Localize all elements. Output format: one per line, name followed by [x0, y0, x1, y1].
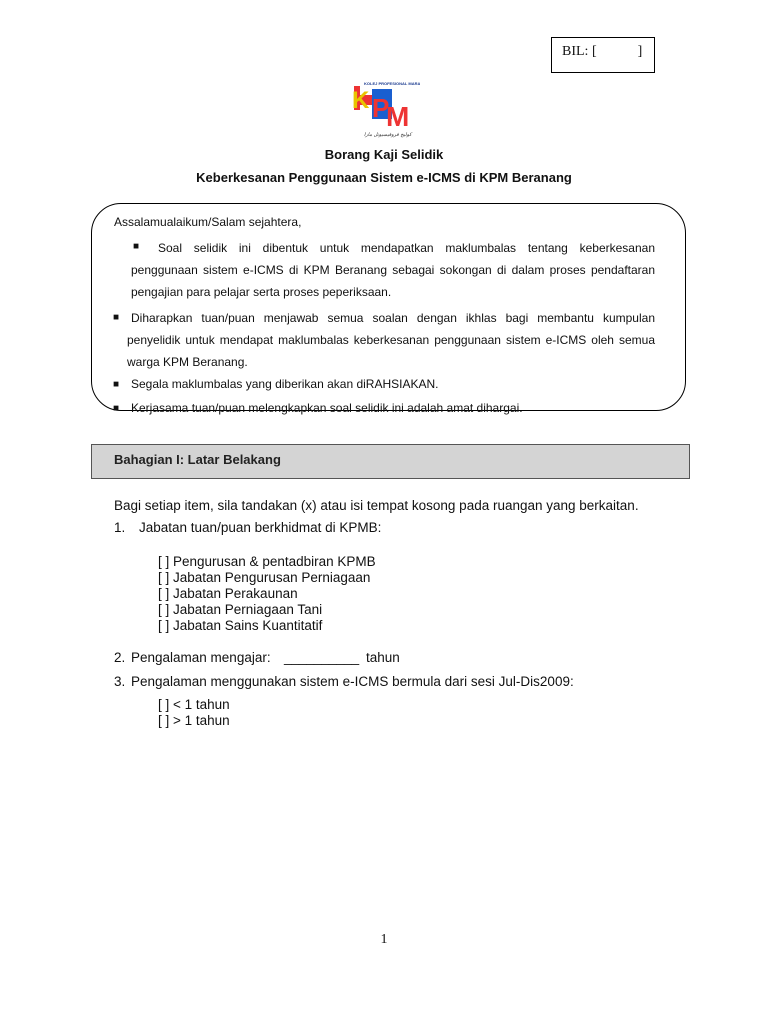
- bullet-icon: ■: [113, 403, 120, 414]
- bil-close: ]: [637, 44, 643, 59]
- bullet-icon: ■: [113, 379, 120, 390]
- q1-text: Jabatan tuan/puan berkhidmat di KPMB:: [139, 520, 382, 535]
- q2-text: Pengalaman mengajar:: [131, 650, 271, 665]
- bullet-icon: ■: [133, 241, 140, 252]
- q1-option-1[interactable]: [ ] Pengurusan & pentadbiran KPMB: [158, 554, 376, 569]
- q2-blank-field[interactable]: __________: [284, 650, 360, 665]
- bil-label: BIL: [: [562, 44, 597, 59]
- section-header: Bahagian I: Latar Belakang: [91, 444, 690, 479]
- intro-bullet-4: Kerjasama tuan/puan melengkapkan soal selidik ini adalah amat dihargai.: [131, 401, 523, 415]
- page-number: 1: [380, 932, 388, 947]
- q1-option-3[interactable]: [ ] Jabatan Perakaunan: [158, 586, 298, 601]
- instruction-text: Bagi setiap item, sila tandakan (x) atau isi tempat kosong pada ruangan yang berkaitan.: [114, 498, 639, 513]
- intro-bullet-3: Segala maklumbalas yang diberikan akan diRAHSIAKAN.: [131, 377, 439, 391]
- q1-option-5[interactable]: [ ] Jabatan Sains Kuantitatif: [158, 618, 323, 633]
- page-subtitle: Keberkesanan Penggunaan Sistem e-ICMS di KPM Beranang: [196, 170, 572, 185]
- logo-letter-m: M: [386, 101, 410, 132]
- intro-greeting: Assalamualaikum/Salam sejahtera,: [114, 215, 302, 229]
- q3-option-2[interactable]: [ ] > 1 tahun: [158, 713, 230, 728]
- logo-script-text: ﻛﻮﻟﻴﺞ ﻓﺮﻭﻓﻴﺴﻴﻮﻧﻞ ﻣﺎﺭﺍ: [364, 132, 412, 138]
- q2-unit: tahun: [366, 650, 400, 665]
- logo-top-text: KOLEJ PROFESIONAL MARA: [364, 81, 420, 86]
- kpm-logo: [350, 80, 420, 142]
- q1-option-4[interactable]: [ ] Jabatan Perniagaan Tani: [158, 602, 323, 617]
- bullet-icon: ■: [113, 312, 120, 323]
- logo-letter-p: P: [372, 93, 390, 123]
- intro-bullet-2: Diharapkan tuan/puan menjawab semua soalan dengan ikhlas bagi membantu kumpulan penyelidik untuk mendapat maklumbalas keberkesanan penggunaan sistem e-ICMS oleh semua warga KPM Beranang.: [127, 311, 655, 369]
- q1-option-2[interactable]: [ ] Jabatan Pengurusan Perniagaan: [158, 570, 371, 585]
- q1-number: 1.: [114, 520, 126, 535]
- intro-bullet-1: Soal selidik ini dibentuk untuk mendapatkan maklumbalas tentang keberkesanan penggunaan sistem e-ICMS di KPM Beranang sebagai sokongan di dalam proses pendaftaran pengajian para pelajar serta proses peperiksaan.: [131, 241, 655, 299]
- page-title: Borang Kaji Selidik: [324, 147, 444, 162]
- bil-box: [551, 37, 655, 73]
- q2-number: 2.: [114, 650, 126, 665]
- q3-option-1[interactable]: [ ] < 1 tahun: [158, 697, 230, 712]
- q3-text: Pengalaman menggunakan sistem e-ICMS bermula dari sesi Jul-Dis2009:: [131, 674, 574, 689]
- logo-letter-k: K: [352, 87, 370, 114]
- q3-number: 3.: [114, 674, 126, 689]
